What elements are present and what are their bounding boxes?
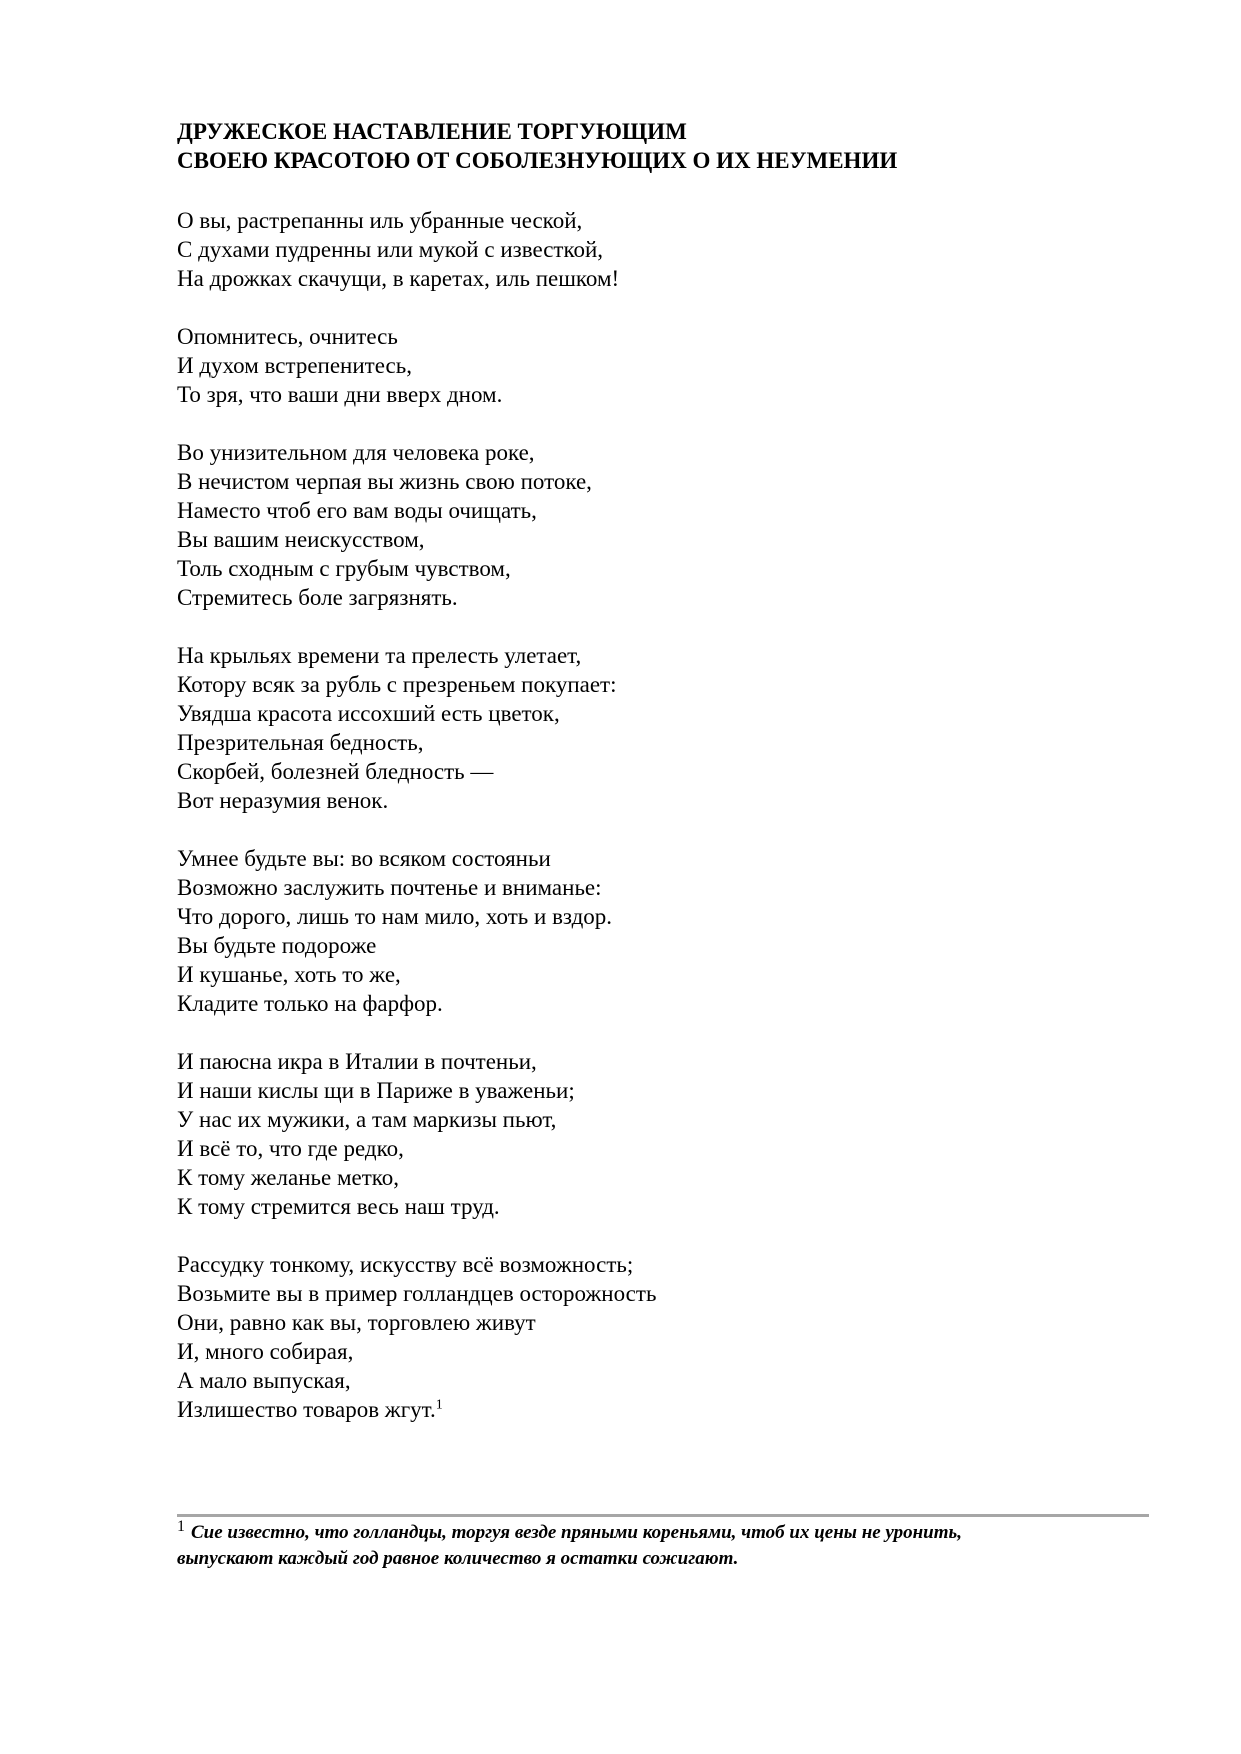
verse-line: И духом встрепенитесь, bbox=[177, 353, 412, 378]
verse-line: Наместо чтоб его вам воды очищать, bbox=[177, 498, 537, 523]
verse-line: Вы будьте подороже bbox=[177, 933, 377, 958]
verse-line: Опомнитесь, очнитесь bbox=[177, 324, 398, 349]
verse-line: И паюсна икра в Италии в почтеньи, bbox=[177, 1049, 537, 1074]
verse-line: Они, равно как вы, торговлею живут bbox=[177, 1310, 536, 1335]
stanza-7 bbox=[177, 1250, 1137, 1424]
verse-line: Вот неразумия венок. bbox=[177, 788, 389, 813]
stanza-6 bbox=[177, 1047, 1137, 1221]
footnote-line: выпускают каждый год равное количество я остатки сожигают. bbox=[177, 1548, 739, 1569]
verse-line: Рассудку тонкому, искусству всё возможность; bbox=[177, 1252, 634, 1277]
verse-line: К тому стремится весь наш труд. bbox=[177, 1194, 500, 1219]
verse-line: Во унизительном для человека роке, bbox=[177, 440, 535, 465]
stanza-2 bbox=[177, 322, 1137, 409]
verse-line: Скорбей, болезней бледность — bbox=[177, 759, 494, 784]
verse-line: В нечистом черпая вы жизнь свою потоке, bbox=[177, 469, 592, 494]
verse-line-with-footnote bbox=[177, 1395, 1137, 1424]
poem-body bbox=[177, 206, 1137, 1453]
verse-line: Возможно заслужить почтенье и вниманье: bbox=[177, 875, 602, 900]
verse-line: А мало выпуская, bbox=[177, 1368, 351, 1393]
verse-line: С духами пудренны или мукой с известкой, bbox=[177, 237, 604, 262]
verse-line: О вы, растрепанны иль убранные ческой, bbox=[177, 208, 583, 233]
verse-line-text: Излишество товаров жгут. bbox=[177, 1397, 436, 1422]
verse-line: И, много собирая, bbox=[177, 1339, 354, 1364]
verse-line: Толь сходным с грубым чувством, bbox=[177, 556, 511, 581]
verse-line: Возьмите вы в пример голландцев осторожность bbox=[177, 1281, 657, 1306]
verse-line: Что дорого, лишь то нам мило, хоть и вздор. bbox=[177, 904, 613, 929]
footnote-separator bbox=[177, 1514, 1149, 1517]
verse-line: Котору всяк за рубль с презреньем покупает: bbox=[177, 672, 617, 697]
footnote-reference[interactable]: 1 bbox=[435, 1397, 443, 1413]
verse-line: У нас их мужики, а там маркизы пьют, bbox=[177, 1107, 557, 1132]
verse-line: И всё то, что где редко, bbox=[177, 1136, 404, 1161]
verse-line: Презрительная бедность, bbox=[177, 730, 424, 755]
verse-line: Стремитесь боле загрязнять. bbox=[177, 585, 458, 610]
verse-line: На крыльях времени та прелесть улетает, bbox=[177, 643, 582, 668]
verse-line: На дрожках скачущи, в каретах, иль пешком! bbox=[177, 266, 620, 291]
stanza-5 bbox=[177, 844, 1137, 1018]
verse-line: К тому желанье метко, bbox=[177, 1165, 400, 1190]
footnote-line bbox=[177, 1517, 1137, 1546]
verse-line: И кушанье, хоть то же, bbox=[177, 962, 401, 987]
verse-line: Умнее будьте вы: во всяком состояньи bbox=[177, 846, 551, 871]
stanza-4 bbox=[177, 641, 1137, 815]
poem-title-line: СВОЕЮ КРАСОТОЮ ОТ СОБОЛЕЗНУЮЩИХ О ИХ НЕУМЕНИИ bbox=[177, 148, 898, 173]
poem-title bbox=[177, 117, 1177, 175]
stanza-1 bbox=[177, 206, 1137, 293]
footnote-mark: 1 bbox=[177, 1517, 185, 1535]
verse-line: Увядша красота иссохший есть цветок, bbox=[177, 701, 560, 726]
footnote bbox=[177, 1517, 1137, 1572]
verse-line: То зря, что ваши дни вверх дном. bbox=[177, 382, 503, 407]
verse-line: И наши кислы щи в Париже в уваженьи; bbox=[177, 1078, 575, 1103]
poem-title-line: ДРУЖЕСКОЕ НАСТАВЛЕНИЕ ТОРГУЮЩИМ bbox=[177, 119, 687, 144]
verse-line: Вы вашим неискусством, bbox=[177, 527, 425, 552]
verse-line: Кладите только на фарфор. bbox=[177, 991, 443, 1016]
footnote-text: Сие известно, что голландцы, торгуя везде пряными кореньями, чтоб их цены не уронить, bbox=[191, 1522, 962, 1543]
stanza-3 bbox=[177, 438, 1137, 612]
